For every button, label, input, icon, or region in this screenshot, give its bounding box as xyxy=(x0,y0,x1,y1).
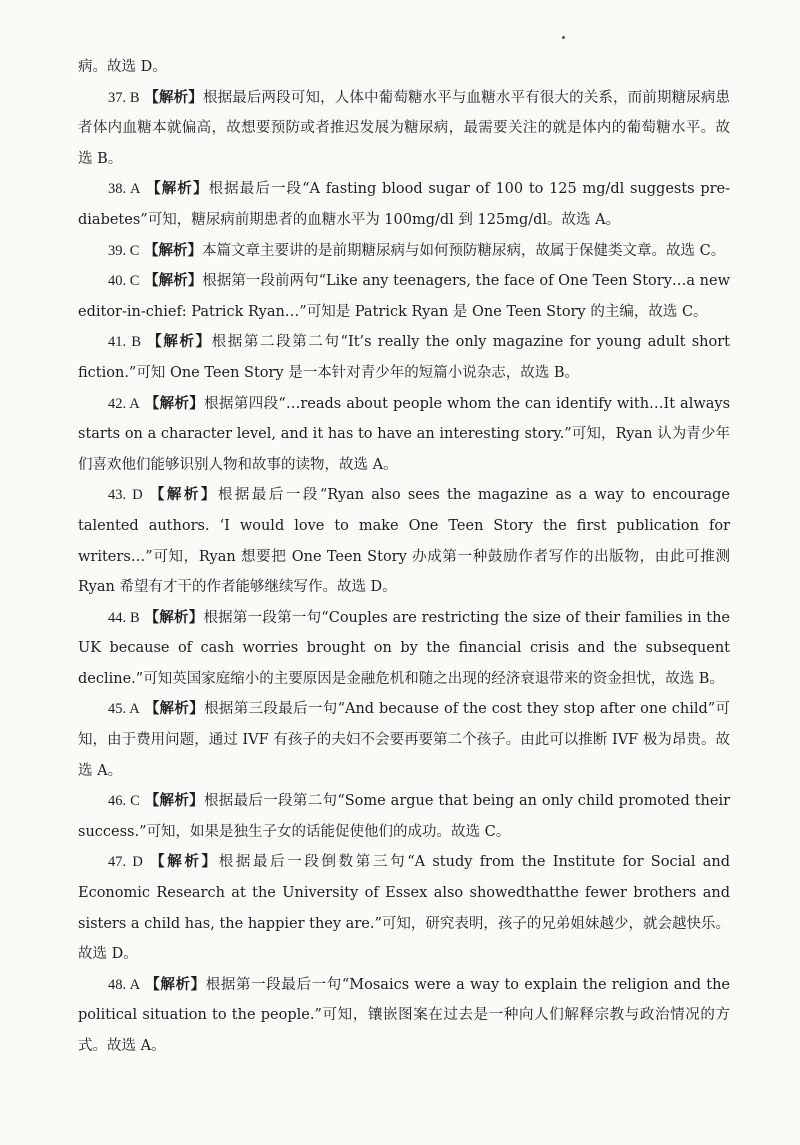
analysis-tag: 【解析】 xyxy=(149,487,218,504)
question-answer: 45. A xyxy=(108,701,140,718)
explanation-text: 根据第一段第一句“Couples are restricting the size of their families in the UK because of cash worries brought on by the financial crisis and the subsequent decline.”可知英国家庭缩小的主要原因是金融危机和随之出现的经济衰退带来的资金担忧，故选 B。 xyxy=(78,609,730,687)
question-answer: 44. B xyxy=(108,609,140,626)
explanation-text: 本篇文章主要讲的是前期糖尿病与如何预防糖尿病，故属于保健类文章。故选 C。 xyxy=(202,242,726,259)
explanation-item xyxy=(78,694,730,786)
analysis-tag: 【解析】 xyxy=(146,181,209,198)
analysis-tag: 【解析】 xyxy=(145,976,206,993)
analysis-tag: 【解析】 xyxy=(144,609,204,626)
analysis-tag: 【解析】 xyxy=(150,854,219,871)
explanation-item xyxy=(78,786,730,847)
explanation-text: 根据第一段前两句“Like any teenagers, the face of One Teen Story…a new editor-in-chief: Patrick Ryan…”可知是 Patrick Ryan 是 One Teen Story 的主编，故选 C。 xyxy=(78,273,731,320)
explanation-list xyxy=(78,83,730,1062)
analysis-tag: 【解析】 xyxy=(144,273,203,290)
continuation-line: 病。故选 D。 xyxy=(78,59,167,75)
question-answer: 40. C xyxy=(108,273,140,290)
explanation-text: 根据第一段最后一句“Mosaics were a way to explain the religion and the political situation to the people.”可知，镶嵌图案在过去是一种向人们解释宗教与政治情况的方式。故选 A。 xyxy=(78,976,731,1054)
explanation-text: 根据第三段最后一句“And because of the cost they stop after one child”可知，由于费用问题，通过 IVF 有孩子的夫妇不会要再要第二个孩子。由此可以推断 IVF 极为昂贵。故选 A。 xyxy=(78,701,731,779)
explanation-item xyxy=(78,847,730,969)
question-answer: 38. A xyxy=(108,181,141,198)
question-answer: 39. C xyxy=(108,242,140,259)
explanation-text: 根据最后一段“A fasting blood sugar of 100 to 125 mg/dl suggests pre-diabetes”可知，糖尿病前期患者的血糖水平为 100mg/dl 到 125mg/dl。故选 A。 xyxy=(78,181,731,228)
explanation-text: 根据最后一段倒数第三句“A study from the Institute for Social and Economic Research at the University of Essex also showedthatthe fewer brothers and sisters a child has, the happier they are.”可知，研究表明，孩子的兄弟姐妹越少，就会越快乐。故选 D。 xyxy=(78,854,731,963)
explanation-item xyxy=(78,266,730,327)
question-answer: 48. A xyxy=(108,976,141,993)
explanation-item xyxy=(78,236,730,267)
question-answer: 37. B xyxy=(108,89,140,106)
scan-mark xyxy=(562,36,565,39)
question-answer: 42. A xyxy=(108,395,140,412)
explanation-text: 根据最后两段可知，人体中葡萄糖水平与血糖水平有很大的关系，而前期糖尿病患者体内血糖本就偏高，故想要预防或者推迟发展为糖尿病，最需要关注的就是体内的葡萄糖水平。故选 B。 xyxy=(78,89,731,167)
explanation-text: 根据第四段“…reads about people whom the can identify with…It always starts on a character level, and it has to have an interesting story.”可知，Ryan 认为青少年们喜欢他们能够识别人物和故事的读物，故选 A。 xyxy=(78,395,731,473)
explanation-item xyxy=(78,480,730,602)
explanation-text: 根据最后一段第二句“Some argue that being an only child promoted their success.”可知，如果是独生子女的话能促使他们的成功。故选 C。 xyxy=(78,793,731,840)
analysis-tag: 【解析】 xyxy=(144,89,203,106)
analysis-tag: 【解析】 xyxy=(144,701,205,718)
question-answer: 47. D xyxy=(108,854,143,871)
explanation-item xyxy=(78,327,730,388)
explanation-item xyxy=(78,174,730,235)
explanation-item xyxy=(78,970,730,1062)
explanation-item xyxy=(78,603,730,695)
question-answer: 41. B xyxy=(108,334,142,351)
question-answer: 43. D xyxy=(108,487,143,504)
explanation-item xyxy=(78,83,730,175)
analysis-tag: 【解析】 xyxy=(144,793,204,810)
analysis-tag: 【解析】 xyxy=(147,334,212,351)
explanation-text: 根据最后一段“Ryan also sees the magazine as a way to encourage talented authors. ‘I would love to make One Teen Story the first publication for writers…”可知，Ryan 想要把 One Teen Story 办成第一种鼓励作者写作的出版物，由此可推测 Ryan 希望有才干的作者能够继续写作。故选 D。 xyxy=(78,487,731,596)
analysis-tag: 【解析】 xyxy=(144,242,203,259)
explanation-text: 根据第二段第二句“It’s really the only magazine for young adult short fiction.”可知 One Teen Story 是一本针对青少年的短篇小说杂志，故选 B。 xyxy=(78,334,730,381)
question-answer: 46. C xyxy=(108,793,140,810)
analysis-tag: 【解析】 xyxy=(144,395,205,412)
explanation-item xyxy=(78,389,730,481)
answer-explanations xyxy=(78,52,730,1062)
